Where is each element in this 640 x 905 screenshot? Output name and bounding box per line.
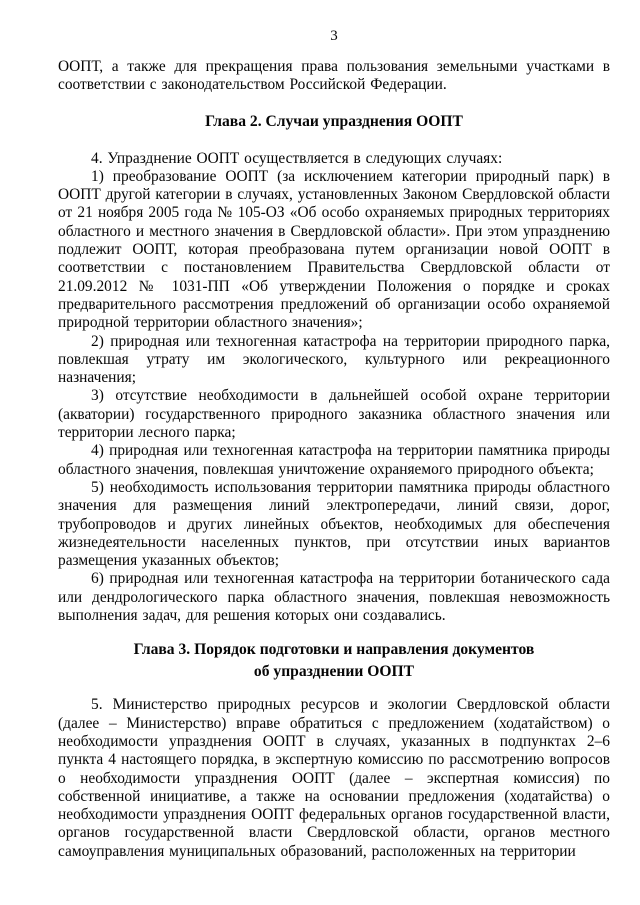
chapter-2-heading: Глава 2. Случаи упразднения ООПТ: [205, 112, 463, 130]
subparagraph-4: 4) природная или техногенная катастрофа на территории памятника природы областного значения, повлекшая уничтожение охраняемого природного объекта;: [58, 442, 610, 478]
chapter-3-heading: [58, 639, 610, 683]
paragraph-continuation: ООПТ, а также для прекращения права пользования земельными участками в соответствии с законодательством Российской Федерации.: [58, 58, 610, 94]
subparagraph-1: 1) преобразование ООПТ (за исключением категории природный парк) в ООПТ другой категории в случаях, установленных Законом Свердловской области от 21 ноября 2005 года № 105-ОЗ «Об особо охраняемых природных территориях областного и местного значения в Свердловской области». При этом упразднению подлежит ООПТ, которая преобразована путем организации новой ООПТ в соответствии с постановлением Правительства Свердловской области от 21.09.2012 № 1031-ПП «Об утверждении Положения о порядке и сроках предварительного рассмотрения предложений об организации особо охраняемой природной территории областного значения»;: [58, 167, 610, 332]
subparagraph-3: 3) отсутствие необходимости в дальнейшей особой охране территории (акватории) государственного природного заказника областного значения или территории лесного парка;: [58, 387, 610, 442]
subparagraph-2: 2) природная или техногенная катастрофа на территории природного парка, повлекшая утрату им экологического, культурного или рекреационного назначения;: [58, 332, 610, 387]
chapter-3-heading-line-1: Глава 3. Порядок подготовки и направления документов: [133, 641, 535, 659]
subparagraph-6: 6) природная или техногенная катастрофа на территории ботанического сада или дендрологического парка областного значения, повлекшая невозможность выполнения задач, для решения которых они создавались.: [58, 570, 610, 625]
paragraph-point-5: 5. Министерство природных ресурсов и экологии Свердловской области (далее – Министерство) вправе обратиться с предложением (ходатайством) о необходимости упразднения ООПТ в случаях, указанных в подпунктах 2–6 пункта 4 настоящего порядка, в экспертную комиссию по рассмотрению вопросов о необходимости упразднения ООПТ (далее – экспертная комиссия) по собственной инициативе, а также на основании предложения (ходатайства) о необходимости упразднения ООПТ федеральных органов государственной власти, органов государственной власти Свердловской области, органов местного самоуправления муниципальных образований, расположенных на территории: [58, 696, 610, 860]
chapter-3-heading-line-2: об упразднении ООПТ: [253, 663, 415, 681]
paragraph-point-4: 4. Упразднение ООПТ осуществляется в следующих случаях:: [91, 149, 503, 167]
subparagraph-5: 5) необходимость использования территории памятника природы областного значения для размещения линий электропередачи, линий связи, дорог, трубопроводов и других линейных объектов, необходимых для обеспечения жизнедеятельности населенных пунктов, при отсутствии иных вариантов размещения указанных объектов;: [58, 478, 610, 570]
page-number: 3: [330, 28, 338, 44]
